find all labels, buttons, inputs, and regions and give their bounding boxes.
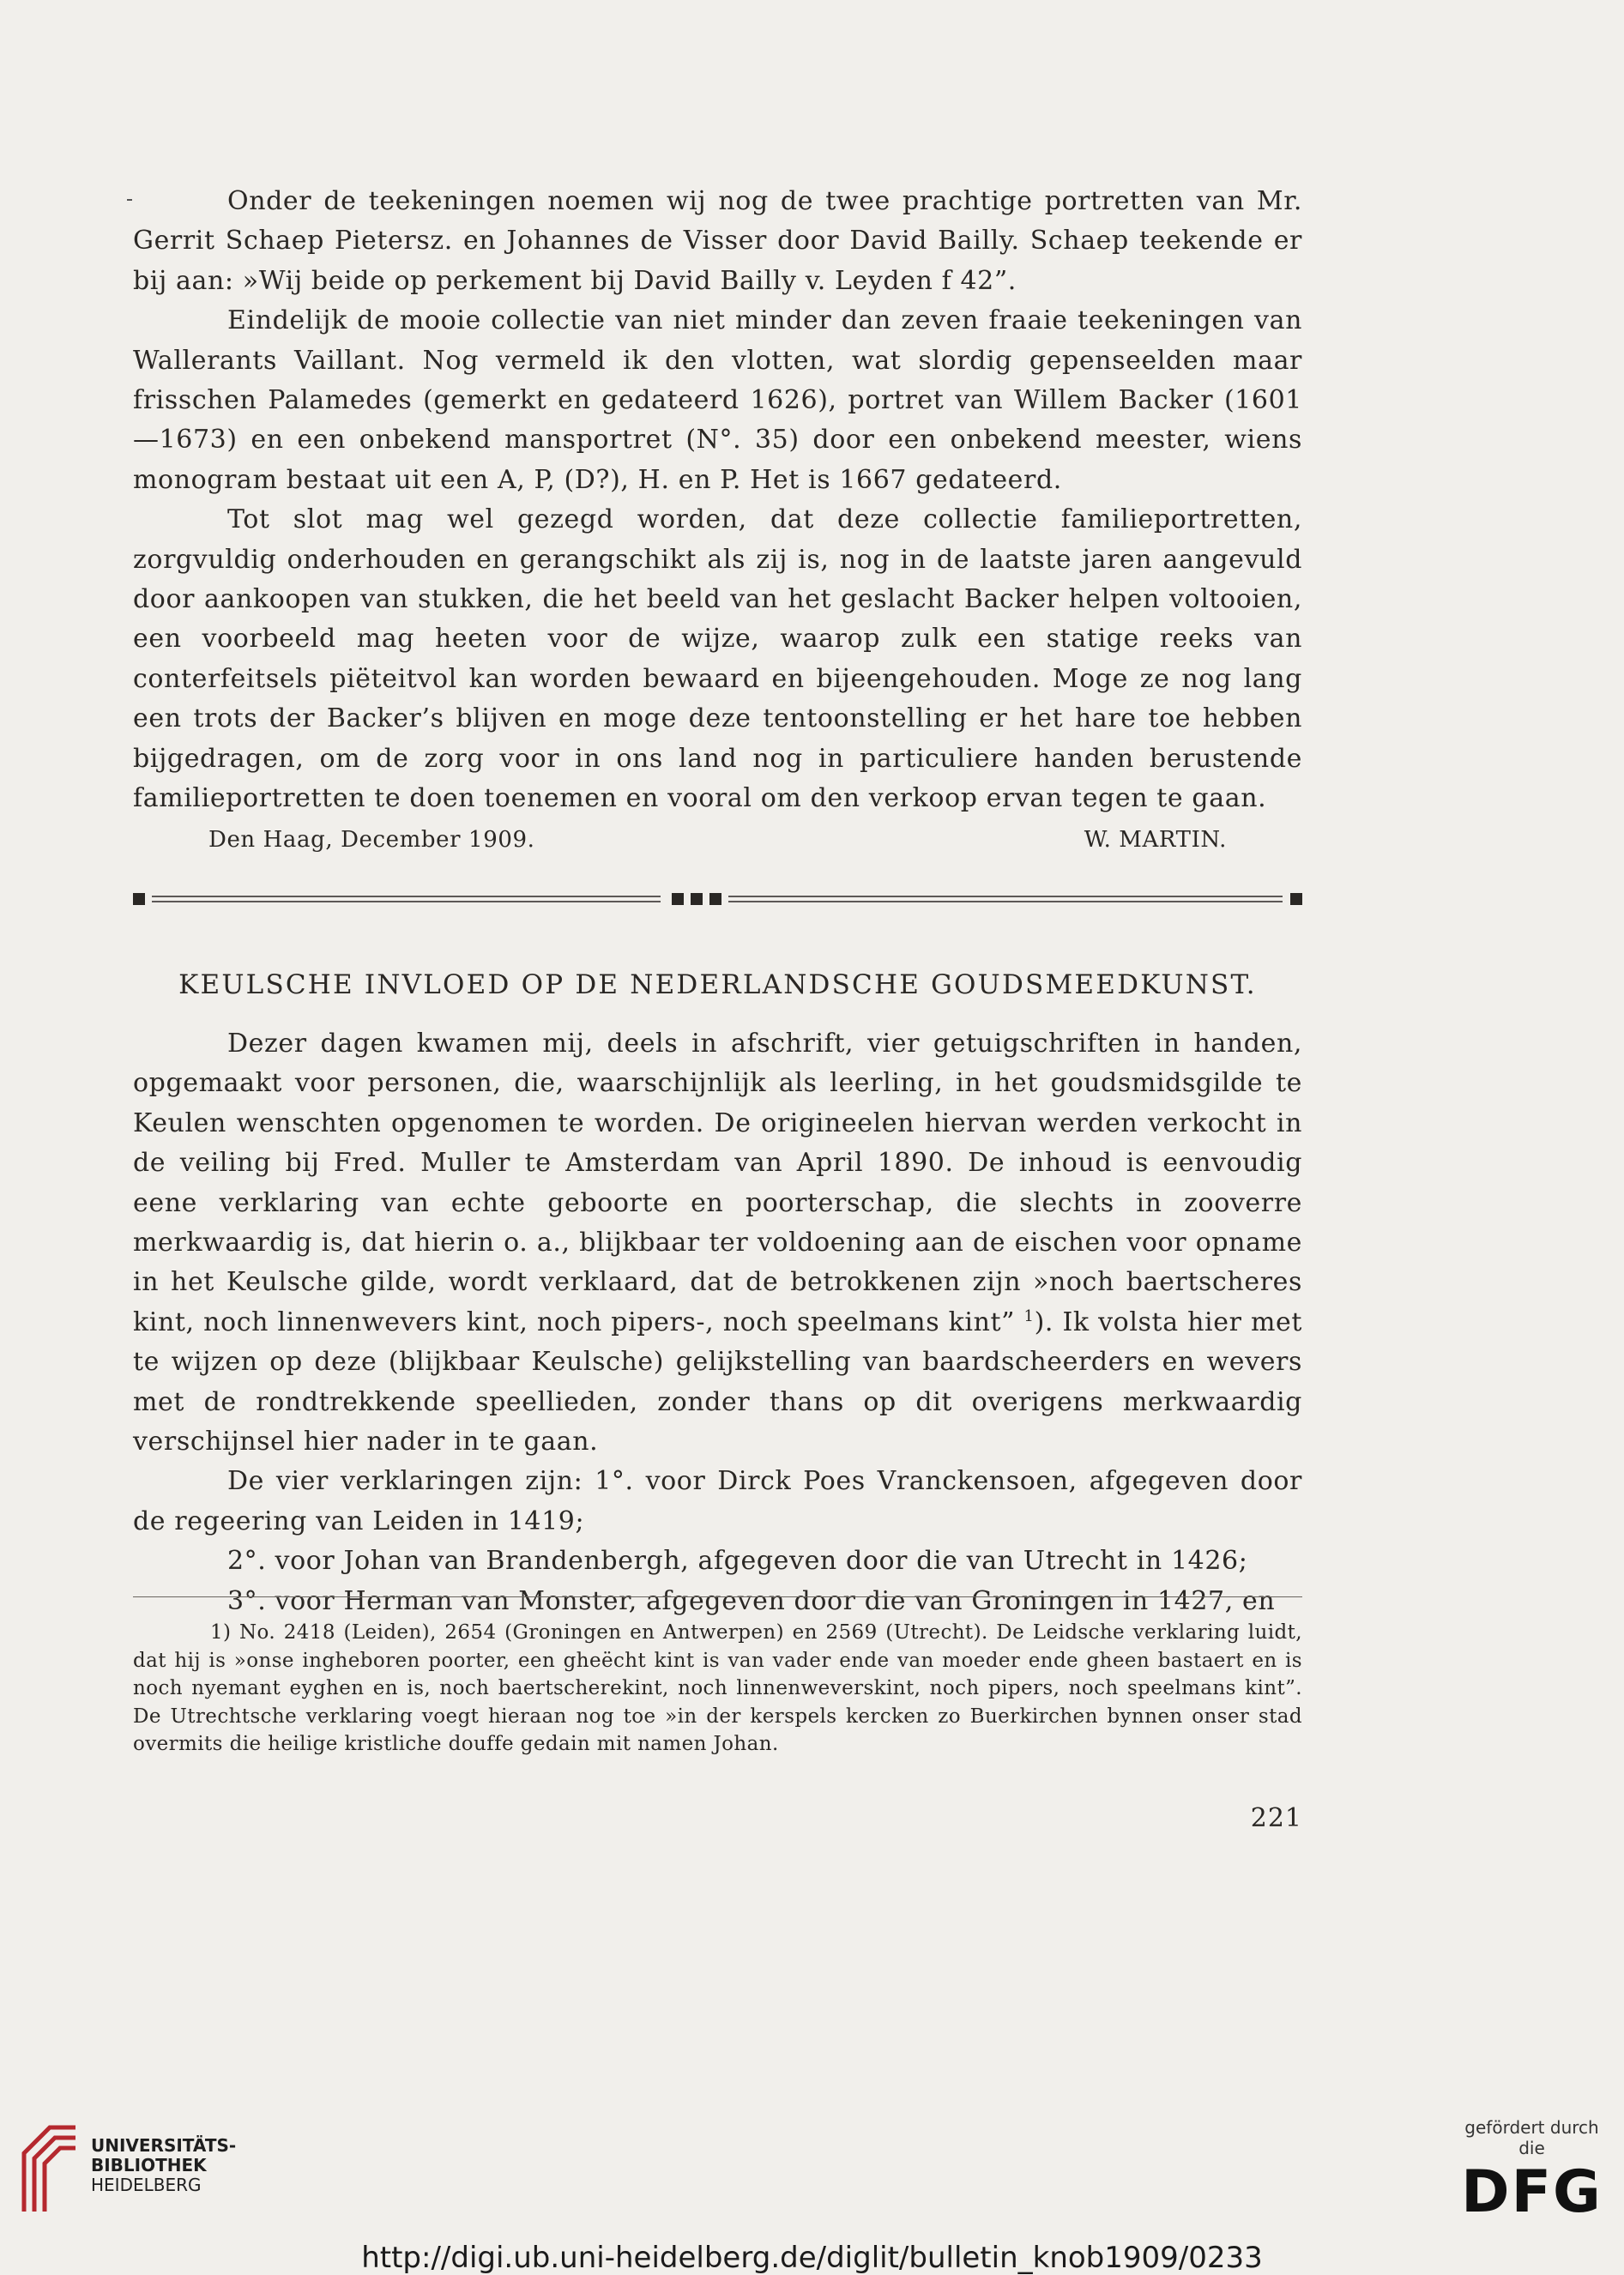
paragraph-item-2: 2°. voor Johan van Brandenbergh, afgegeven door die van Utrecht in 1426;	[227, 1546, 1248, 1577]
paragraph-conclusion: Tot slot mag wel gezegd worden, dat deze collectie familieportretten, zorgvuldig onderhouden en gerangschikt als zij is, nog in de laatste jaren aangevuld door aankoopen van stukken, die het beeld van het geslacht Backer helpen voltooien, een voorbeeld mag heeten voor de wijze, waarop zulk een statige reeks van conterfeitsels piëteitvol kan worden bewaard en bijeengehouden. Moge ze nog lang een trots der Backer’s blijven en moge deze tentoonstelling er het hare toe hebben bijgedragen, om de zorg voor in ons land nog in particuliere handen berustende familieportretten te doen toenemen en vooral om den verkoop ervan tegen te gaan.	[133, 504, 1302, 814]
author-name: W. MARTIN.	[1084, 827, 1227, 853]
footnote-text: 1) No. 2418 (Leiden), 2654 (Groningen en Antwerpen) en 2569 (Utrecht). De Leidsche verklaring luidt, dat hij is »onse ingheboren poorter, een gheëcht kint is van vader ende van moeder ende gheen bastaert en is noch nyemant eyghen en is, noch baertscherekint, noch linnenweverskint, noch pipers, noch speelmans kint”. De Utrechtsche verklaring voegt hieraan nog toe »in der kerspels kercken zo Buerkirchen bynnen onser stad overmits die heilige kristliche douffe gedain mit namen Johan.	[133, 1621, 1302, 1755]
paragraph-vaillant: Eindelijk de mooie collectie van niet minder dan zeven fraaie teekeningen van Wallerants Vaillant. Nog vermeld ik den vlotten, wat slordig gepenseelden maar frisschen Palamedes (gemerkt en gedateerd 1626), portret van Willem Backer (1601—1673) en een onbekend mansportret (N°. 35) door een onbekend meester, wiens monogram bestaat uit een A, P, (D?), H. en P. Het is 1667 gedateerd.	[133, 305, 1302, 495]
funder-logo[interactable]	[1457, 2117, 1607, 2226]
article-conclusion	[133, 182, 1302, 819]
source-url[interactable]	[0, 2241, 1624, 2275]
place-date: Den Haag, December 1909.	[208, 827, 535, 853]
margin-mark	[127, 199, 132, 201]
library-name-line-1: UNIVERSITÄTS-	[91, 2135, 237, 2156]
paragraph-drawings: Onder de teekeningen noemen wij nog de twee prachtige portretten van Mr. Gerrit Schaep Pietersz. en Johannes de Visser door David Bailly. Schaep teekende er bij aan: »Wij beide op perkement bij David Bailly v. Leyden f 42”.	[133, 186, 1302, 296]
footnote-reference: 1	[1023, 1306, 1035, 1325]
dfg-logo-icon: DFG	[1461, 2158, 1603, 2226]
signature-line	[208, 827, 1227, 853]
library-name	[91, 2136, 236, 2195]
library-name-line-2: BIBLIOTHEK	[91, 2155, 207, 2175]
library-logo[interactable]	[15, 2119, 247, 2213]
paragraph-certificates-continued: ). Ik volsta hier met te wijzen op deze (blijkbaar Keulsche) gelijkstelling van baardscheerders en wevers met de rondtrekkende speellieden, zonder thans op dit overigens merkwaardig verschijnsel hier nader in te gaan.	[133, 1306, 1303, 1457]
library-emblem-icon	[15, 2119, 84, 2213]
footnote-rule	[133, 1596, 1302, 1597]
source-url-text[interactable]: http://digi.ub.uni-heidelberg.de/diglit/bulletin_knob1909/0233	[361, 2241, 1263, 2275]
ornamental-divider	[133, 890, 1302, 908]
paragraph-certificates	[133, 1024, 1302, 1462]
paragraph-item-3: 3°. voor Herman van Monster, afgegeven door die van Groningen in 1427, en	[227, 1585, 1276, 1616]
footnote	[133, 1619, 1302, 1759]
article-body	[133, 1024, 1302, 1621]
library-name-line-3: HEIDELBERG	[91, 2175, 202, 2195]
paragraph-certificates-text: Dezer dagen kwamen mij, deels in afschrift, vier getuigschriften in handen, opgemaakt voor personen, die, waarschijnlijk als leerling, in het goudsmidsgilde te Keulen wenschten opgenomen te worden. De origineelen hiervan werden verkocht in de veiling bij Fred. Muller te Amsterdam van April 1890. De inhoud is eenvoudig eene verklaring van echte geboorte en poorterschap, die slechts in zooverre merkwaardig is, dat hierin o. a., blijkbaar ter voldoening aan de eischen voor opname in het Keulsche gilde, wordt verklaard, dat de betrokkenen zijn »noch baertscheres kint, noch linnenwevers kint, noch pipers-, noch speelmans kint”	[133, 1029, 1302, 1337]
page-number: 221	[1250, 1803, 1302, 1833]
funder-caption: gefördert durch die	[1464, 2117, 1599, 2158]
article-heading: KEULSCHE INVLOED OP DE NEDERLANDSCHE GOUDSMEEDKUNST.	[178, 969, 1257, 1000]
paragraph-declarations: De vier verklaringen zijn: 1°. voor Dirck Poes Vranckensoen, afgegeven door de regeering van Leiden in 1419;	[133, 1466, 1302, 1536]
